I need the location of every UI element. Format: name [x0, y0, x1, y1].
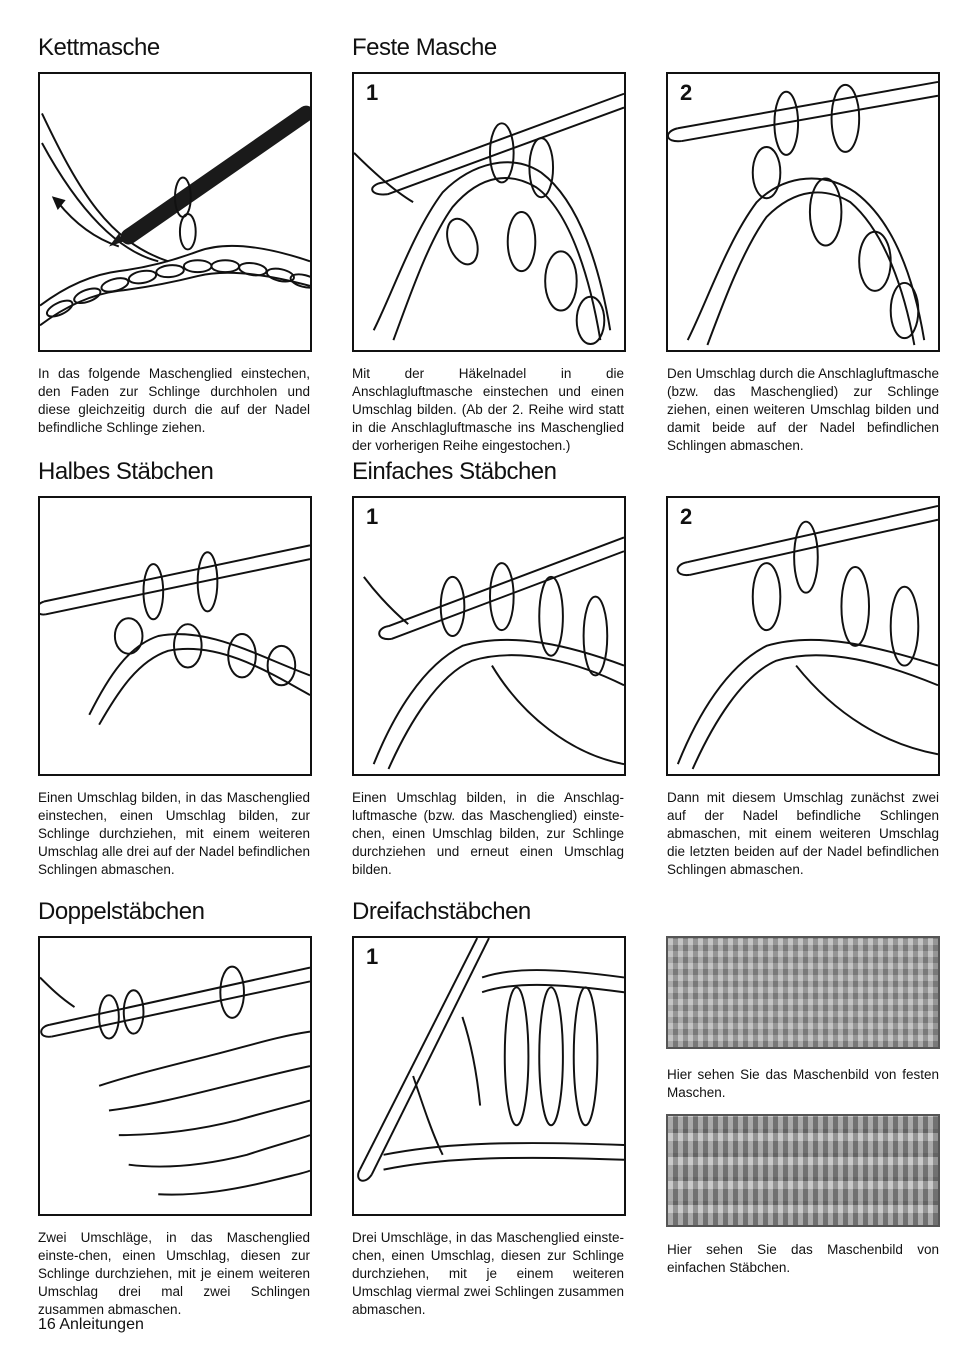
einfaches-staebchen-step1-illustration: [352, 496, 626, 776]
step-number: 1: [366, 944, 379, 969]
heading-feste-masche: Feste Masche: [352, 34, 497, 61]
halbes-staebchen-illustration: [38, 496, 312, 776]
feste-masche-caption-1: Mit der Häkelnadel in die Anschlagluftmasche einstechen und einen Umschlag bilden. (Ab der 2. Reihe wird statt in die Anschlagluftmasche ins Maschenglied der vorherigen Reihe eingestochen.): [352, 366, 624, 453]
feste-masche-caption-2: Den Umschlag durch die Anschlagluftmasche (bzw. das Maschenglied) zur Schlinge ziehen, einen weiteren Umschlag bilden und damit beide auf der Nadel befindlichen Schlingen abmaschen.: [667, 366, 939, 453]
doppelstaebchen-caption: Zwei Umschläge, in das Maschenglied einste-chen, einen Umschlag, diesen zur Schlinge durchziehen, mit je einem weiteren Umschlag drei mal zwei Schlingen zusammen abmaschen.: [38, 1230, 310, 1317]
kettmasche-illustration: [38, 72, 312, 352]
feste-masche-step1-illustration: [352, 72, 626, 352]
step-number: 1: [366, 80, 379, 105]
step-number: 1: [366, 504, 379, 529]
feste-maschen-sample-caption: Hier sehen Sie das Maschenbild von festen Maschen.: [667, 1067, 939, 1100]
curved-arrow-icon: [52, 196, 119, 246]
heading-einfaches-staebchen: Einfaches Stäbchen: [352, 458, 557, 485]
step-number: 2: [680, 80, 693, 105]
einfaches-staebchen-step2-illustration: [666, 496, 940, 776]
einfache-staebchen-sample: [666, 1114, 940, 1227]
heading-doppelstaebchen: Doppelstäbchen: [38, 898, 205, 925]
einfaches-staebchen-caption-1: Einen Umschlag bilden, in die Anschlag-luftmasche (bzw. das Maschenglied) einste-chen, einen Umschlag bilden, zur Schlinge durchziehen und erneut einen Umschlag bilden.: [352, 790, 624, 877]
page-number: 16: [38, 1316, 56, 1333]
page-section-label: Anleitungen: [59, 1316, 144, 1333]
dreifachstaebchen-caption: Drei Umschläge, in das Maschenglied einste-chen, einen Umschlag, diesen zur Schlinge durchziehen, mit je einem weiteren Umschlag viermal zwei Schlingen zusammen abmaschen.: [352, 1230, 624, 1317]
page-footer: [38, 1316, 144, 1334]
doppelstaebchen-illustration: [38, 936, 312, 1216]
step-number: 2: [680, 504, 693, 529]
heading-halbes-staebchen: Halbes Stäbchen: [38, 458, 214, 485]
feste-masche-step2-illustration: [666, 72, 940, 352]
kettmasche-caption: In das folgende Maschenglied einstechen, den Faden zur Schlinge durchholen und diese gleichzeitig durch die auf der Nadel befindliche Schlinge ziehen.: [38, 366, 310, 435]
halbes-staebchen-caption: Einen Umschlag bilden, in das Maschenglied einstechen, einen Umschlag bilden, zur Schlinge durchziehen, mit einem weiteren Umschlag alle drei auf der Nadel befindlichen Schlingen abmaschen.: [38, 790, 310, 877]
einfaches-staebchen-caption-2: Dann mit diesem Umschlag zunächst zwei auf der Nadel befindliche Schlingen abmaschen, mit einem weiteren Umschlag die letzten beiden auf der Nadel befindlichen Schlingen abmaschen.: [667, 790, 939, 877]
heading-kettmasche: Kettmasche: [38, 34, 160, 61]
heading-dreifachstaebchen: Dreifachstäbchen: [352, 898, 531, 925]
einfache-staebchen-sample-caption: Hier sehen Sie das Maschenbild von einfachen Stäbchen.: [667, 1242, 939, 1275]
dreifachstaebchen-illustration: [352, 936, 626, 1216]
feste-maschen-sample: [666, 936, 940, 1049]
crochet-hook-icon: [40, 74, 310, 350]
